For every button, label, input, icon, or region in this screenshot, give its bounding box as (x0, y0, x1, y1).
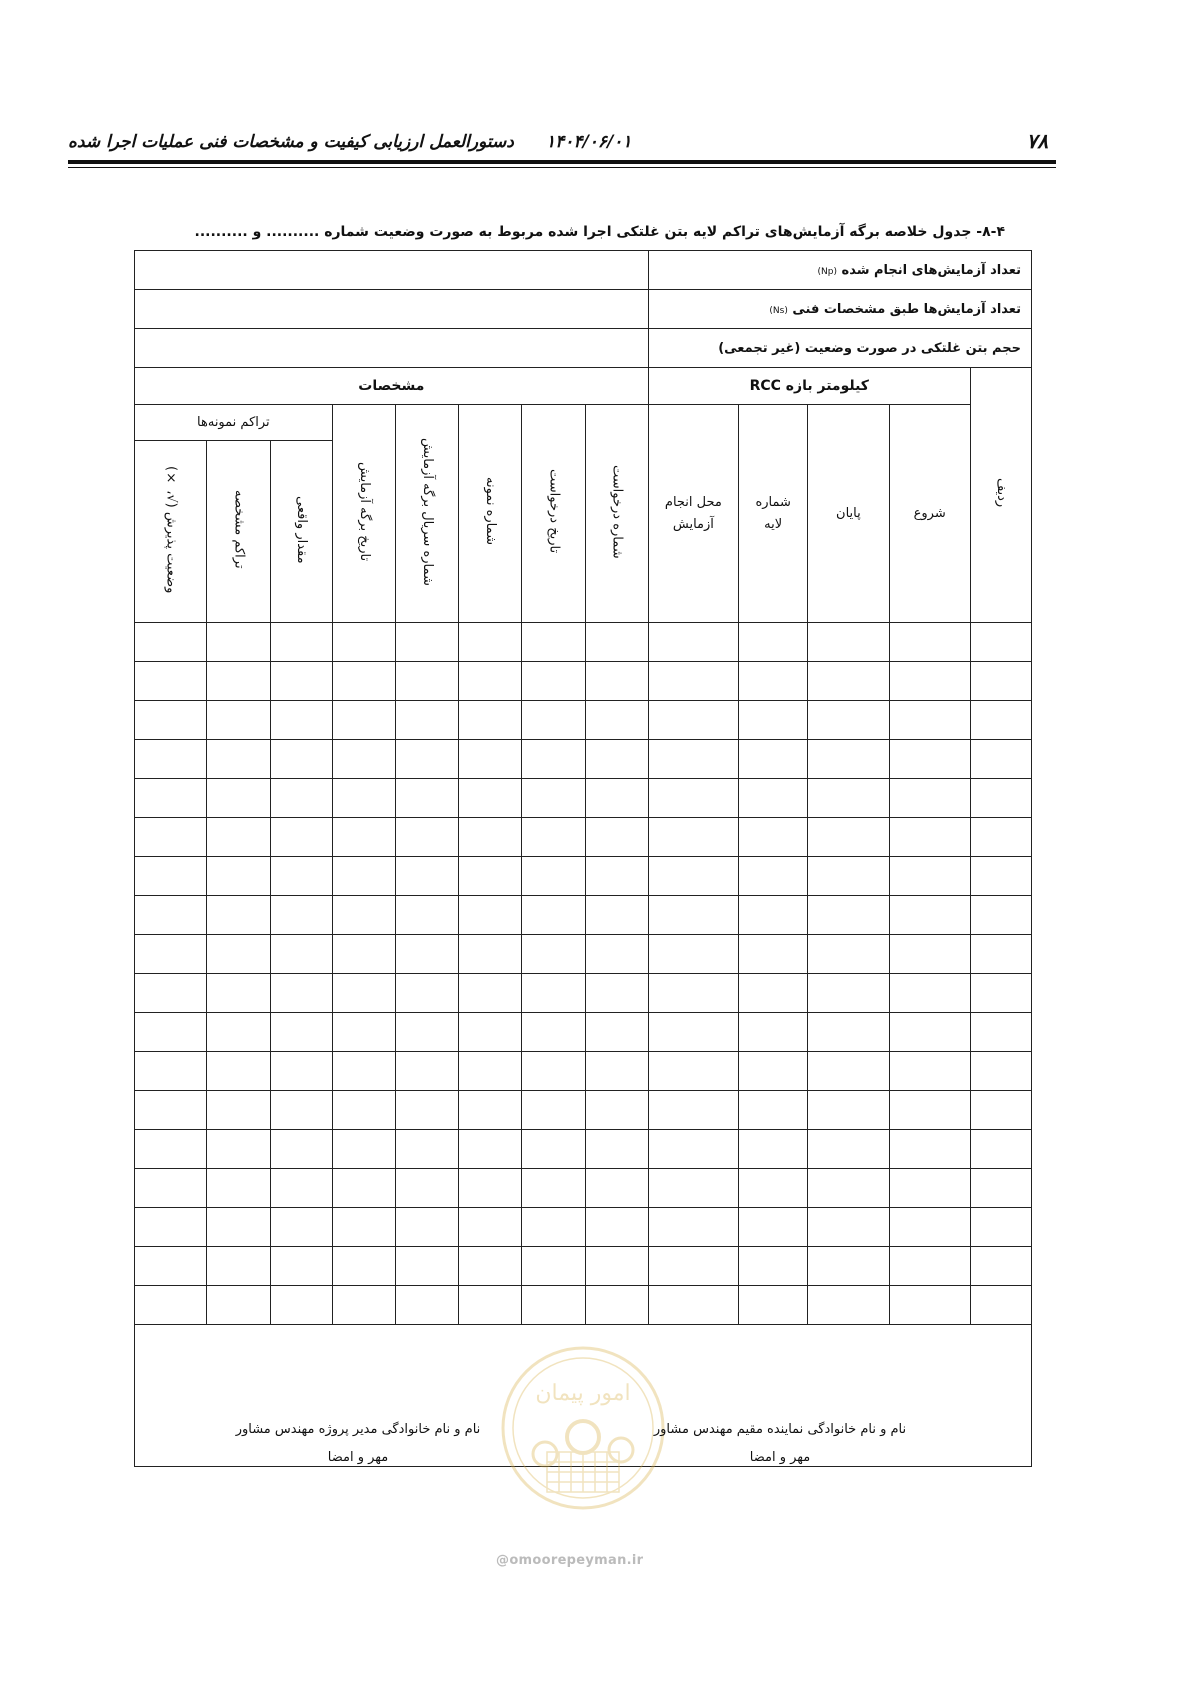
table-cell[interactable] (522, 701, 585, 740)
table-cell[interactable] (970, 779, 1031, 818)
table-cell[interactable] (135, 1091, 207, 1130)
table-cell[interactable] (648, 1130, 738, 1169)
table-row (135, 740, 1032, 779)
table-cell[interactable] (135, 896, 207, 935)
table-cell[interactable] (135, 1286, 207, 1325)
table-cell[interactable] (395, 701, 458, 740)
table-row (135, 701, 1032, 740)
header-rule-thin (68, 167, 1056, 168)
table-cell[interactable] (808, 1169, 889, 1208)
table-cell[interactable] (207, 896, 270, 935)
table-cell[interactable] (739, 974, 808, 1013)
table-cell[interactable] (889, 1169, 970, 1208)
table-cell[interactable] (522, 1052, 585, 1091)
table-cell[interactable] (459, 1286, 522, 1325)
volume-value[interactable] (135, 329, 649, 368)
table-cell[interactable] (459, 1052, 522, 1091)
table-cell[interactable] (207, 935, 270, 974)
col-acceptance: وضعیت پذیرش (√، ×) (135, 441, 207, 623)
table-cell[interactable] (522, 935, 585, 974)
table-cell[interactable] (270, 1169, 332, 1208)
table-cell[interactable] (332, 1130, 395, 1169)
table-cell[interactable] (207, 623, 270, 662)
table-cell[interactable] (459, 1208, 522, 1247)
table-cell[interactable] (207, 1169, 270, 1208)
project-manager-stamp-label: مهر و امضا (327, 1450, 389, 1465)
table-cell[interactable] (522, 896, 585, 935)
table-cell[interactable] (332, 1052, 395, 1091)
table-cell[interactable] (585, 1052, 648, 1091)
at-icon: @ (496, 1553, 510, 1568)
footer-website: @omoorepeyman.ir (496, 1553, 644, 1568)
table-row (135, 896, 1032, 935)
table-cell[interactable] (270, 857, 332, 896)
table-cell[interactable] (808, 1013, 889, 1052)
table-cell[interactable] (808, 1052, 889, 1091)
signature-project-manager (178, 1416, 538, 1472)
table-cell[interactable] (135, 1247, 207, 1286)
table-cell[interactable] (648, 740, 738, 779)
table-cell[interactable] (970, 1169, 1031, 1208)
table-cell[interactable] (522, 818, 585, 857)
table-cell[interactable] (889, 623, 970, 662)
table-cell[interactable] (970, 701, 1031, 740)
table-cell[interactable] (970, 662, 1031, 701)
table-cell[interactable] (459, 974, 522, 1013)
table-cell[interactable] (648, 935, 738, 974)
table-cell[interactable] (739, 896, 808, 935)
table-cell[interactable] (585, 662, 648, 701)
tests-done-label: تعداد آزمایش‌های انجام شده (Np) (648, 251, 1031, 290)
table-cell[interactable] (889, 935, 970, 974)
table-cell[interactable] (459, 1247, 522, 1286)
table-cell[interactable] (739, 779, 808, 818)
table-cell[interactable] (459, 779, 522, 818)
table-cell[interactable] (889, 662, 970, 701)
table-cell[interactable] (970, 1091, 1031, 1130)
table-cell[interactable] (270, 662, 332, 701)
table-cell[interactable] (739, 857, 808, 896)
table-cell[interactable] (585, 701, 648, 740)
table-cell[interactable] (207, 1130, 270, 1169)
table-row (135, 1013, 1032, 1052)
table-cell[interactable] (889, 701, 970, 740)
table-cell[interactable] (270, 896, 332, 935)
table-cell[interactable] (459, 1169, 522, 1208)
table-cell[interactable] (395, 1091, 458, 1130)
page-number: ۷۸ (1026, 129, 1048, 153)
table-cell[interactable] (889, 1013, 970, 1052)
document-date: ۱۴۰۴/۰۶/۰۱ (546, 132, 632, 152)
table-cell[interactable] (135, 857, 207, 896)
table-cell[interactable] (207, 740, 270, 779)
table-cell[interactable] (395, 1247, 458, 1286)
table-cell[interactable] (332, 1013, 395, 1052)
table-cell[interactable] (889, 857, 970, 896)
col-row-no: ردیف (970, 368, 1031, 623)
table-cell[interactable] (648, 1208, 738, 1247)
table-cell[interactable] (739, 1130, 808, 1169)
table-cell[interactable] (135, 701, 207, 740)
table-cell[interactable] (395, 1130, 458, 1169)
table-cell[interactable] (808, 740, 889, 779)
table-cell[interactable] (585, 1286, 648, 1325)
table-cell[interactable] (585, 896, 648, 935)
table-cell[interactable] (585, 623, 648, 662)
table-cell[interactable] (332, 857, 395, 896)
table-cell[interactable] (522, 779, 585, 818)
table-cell[interactable] (585, 935, 648, 974)
table-cell[interactable] (522, 623, 585, 662)
table-cell[interactable] (459, 1130, 522, 1169)
table-cell[interactable] (739, 1052, 808, 1091)
table-cell[interactable] (207, 818, 270, 857)
col-test-sheet-date: تاریخ برگه آزمایش (332, 405, 395, 623)
table-cell[interactable] (395, 1208, 458, 1247)
col-specified-density: تراکم مشخصه (207, 441, 270, 623)
table-cell[interactable] (207, 1013, 270, 1052)
tests-done-value[interactable] (135, 251, 649, 290)
page-header (68, 124, 1056, 154)
table-cell[interactable] (808, 701, 889, 740)
table-cell[interactable] (459, 662, 522, 701)
table-cell[interactable] (207, 779, 270, 818)
table-cell[interactable] (522, 974, 585, 1013)
table-cell[interactable] (585, 974, 648, 1013)
col-layer-no: شماره لایه (739, 405, 808, 623)
table-cell[interactable] (522, 1013, 585, 1052)
table-cell[interactable] (270, 1130, 332, 1169)
table-cell[interactable] (739, 818, 808, 857)
col-test-place: محل انجام آزمایش (648, 405, 738, 623)
table-cell[interactable] (395, 1286, 458, 1325)
table-cell[interactable] (270, 935, 332, 974)
table-cell[interactable] (459, 623, 522, 662)
watermark-text: امور پیمان (535, 1381, 631, 1406)
resident-engineer-stamp-label: مهر و امضا (749, 1450, 811, 1465)
table-cell[interactable] (739, 1169, 808, 1208)
table-cell[interactable] (970, 857, 1031, 896)
table-cell[interactable] (135, 779, 207, 818)
col-sample-no: شماره نمونه (459, 405, 522, 623)
table-row (135, 1052, 1032, 1091)
header-rule-thick (68, 160, 1056, 164)
table-cell[interactable] (332, 1286, 395, 1325)
table-cell[interactable] (808, 818, 889, 857)
table-cell[interactable] (395, 1013, 458, 1052)
table-cell[interactable] (395, 896, 458, 935)
table-cell[interactable] (270, 623, 332, 662)
table-cell[interactable] (522, 1130, 585, 1169)
table-cell[interactable] (808, 1286, 889, 1325)
table-cell[interactable] (395, 1169, 458, 1208)
table-cell[interactable] (648, 818, 738, 857)
table-cell[interactable] (739, 935, 808, 974)
table-cell[interactable] (459, 857, 522, 896)
table-cell[interactable] (270, 974, 332, 1013)
table-cell[interactable] (332, 1247, 395, 1286)
table-cell[interactable] (207, 857, 270, 896)
table-cell[interactable] (459, 1091, 522, 1130)
table-cell[interactable] (889, 1052, 970, 1091)
table-row (135, 779, 1032, 818)
table-cell[interactable] (332, 740, 395, 779)
table-cell[interactable] (135, 935, 207, 974)
table-cell[interactable] (889, 1247, 970, 1286)
table-cell[interactable] (270, 1286, 332, 1325)
table-row (135, 818, 1032, 857)
table-cell[interactable] (970, 974, 1031, 1013)
table-cell[interactable] (808, 623, 889, 662)
summary-row-tests-spec (135, 290, 1032, 329)
table-cell[interactable] (395, 818, 458, 857)
table-row (135, 662, 1032, 701)
table-cell[interactable] (585, 1013, 648, 1052)
summary-row-tests-done (135, 251, 1032, 290)
table-cell[interactable] (522, 1247, 585, 1286)
col-test-serial: شماره سریال برگه آزمایش (395, 405, 458, 623)
table-row (135, 1208, 1032, 1247)
table-cell[interactable] (270, 1091, 332, 1130)
table-cell[interactable] (332, 779, 395, 818)
table-cell[interactable] (889, 1286, 970, 1325)
table-cell[interactable] (585, 1091, 648, 1130)
table-cell[interactable] (648, 701, 738, 740)
table-cell[interactable] (889, 974, 970, 1013)
table-cell[interactable] (395, 623, 458, 662)
table-cell[interactable] (332, 1091, 395, 1130)
table-cell[interactable] (970, 1208, 1031, 1247)
volume-label: حجم بتن غلتکی در صورت وضعیت (غیر تجمعی) (648, 329, 1031, 368)
table-cell[interactable] (135, 1052, 207, 1091)
table-cell[interactable] (522, 1091, 585, 1130)
table-cell[interactable] (395, 662, 458, 701)
table-cell[interactable] (889, 779, 970, 818)
table-cell[interactable] (808, 1091, 889, 1130)
table-cell[interactable] (207, 1052, 270, 1091)
group-km-range: کیلومتر بازه RCC (648, 368, 970, 405)
table-cell[interactable] (270, 701, 332, 740)
table-cell[interactable] (332, 1208, 395, 1247)
table-cell[interactable] (648, 779, 738, 818)
table-cell[interactable] (135, 818, 207, 857)
col-end: پایان (808, 405, 889, 623)
table-cell[interactable] (808, 1208, 889, 1247)
table-cell[interactable] (207, 1091, 270, 1130)
table-row (135, 1091, 1032, 1130)
table-row (135, 1247, 1032, 1286)
table-cell[interactable] (648, 1286, 738, 1325)
table-cell[interactable] (970, 740, 1031, 779)
table-cell[interactable] (739, 1208, 808, 1247)
table-cell[interactable] (395, 935, 458, 974)
project-manager-name-label: نام و نام خانوادگی مدیر پروژه مهندس مشاور (235, 1422, 481, 1437)
table-cell[interactable] (207, 974, 270, 1013)
table-cell[interactable] (585, 1208, 648, 1247)
table-cell[interactable] (395, 1052, 458, 1091)
document-title: دستورالعمل ارزیابی کیفیت و مشخصات فنی عملیات اجرا شده (68, 132, 514, 152)
table-cell[interactable] (808, 857, 889, 896)
table-cell[interactable] (970, 1130, 1031, 1169)
table-cell[interactable] (739, 623, 808, 662)
table-cell[interactable] (739, 701, 808, 740)
table-cell[interactable] (135, 1208, 207, 1247)
table-cell[interactable] (332, 701, 395, 740)
table-cell[interactable] (585, 740, 648, 779)
table-cell[interactable] (808, 779, 889, 818)
table-cell[interactable] (270, 1247, 332, 1286)
table-cell[interactable] (648, 662, 738, 701)
table-cell[interactable] (332, 896, 395, 935)
summary-row-volume (135, 329, 1032, 368)
table-cell[interactable] (522, 1169, 585, 1208)
table-cell[interactable] (585, 1130, 648, 1169)
table-cell[interactable] (395, 740, 458, 779)
table-cell[interactable] (135, 1130, 207, 1169)
table-cell[interactable] (332, 974, 395, 1013)
table-cell[interactable] (135, 623, 207, 662)
table-cell[interactable] (889, 818, 970, 857)
table-cell[interactable] (135, 1013, 207, 1052)
table-cell[interactable] (970, 623, 1031, 662)
table-caption: ۸-۴- جدول خلاصه برگه آزمایش‌های تراکم لایه بتن غلتکی اجرا شده مربوط به صورت وضعیت شماره .......... و .......... (194, 224, 1005, 240)
table-cell[interactable] (648, 1169, 738, 1208)
table-cell[interactable] (207, 1286, 270, 1325)
table-cell[interactable] (808, 896, 889, 935)
table-cell[interactable] (207, 662, 270, 701)
table-cell[interactable] (648, 1052, 738, 1091)
table-cell[interactable] (585, 779, 648, 818)
signature-resident-engineer (600, 1416, 960, 1472)
table-cell[interactable] (648, 1091, 738, 1130)
table-cell[interactable] (739, 1286, 808, 1325)
group-header-row (135, 368, 1032, 405)
table-cell[interactable] (459, 896, 522, 935)
tests-spec-value[interactable] (135, 290, 649, 329)
col-start: شروع (889, 405, 970, 623)
table-cell[interactable] (739, 1013, 808, 1052)
table-cell[interactable] (808, 1247, 889, 1286)
table-cell[interactable] (970, 935, 1031, 974)
table-cell[interactable] (970, 818, 1031, 857)
table-cell[interactable] (648, 1247, 738, 1286)
density-summary-table (134, 250, 1032, 1467)
table-cell[interactable] (889, 1091, 970, 1130)
table-cell[interactable] (585, 1247, 648, 1286)
table-row (135, 1286, 1032, 1325)
table-cell[interactable] (648, 857, 738, 896)
table-cell[interactable] (332, 662, 395, 701)
table-cell[interactable] (522, 662, 585, 701)
resident-engineer-name-label: نام و نام خانوادگی نماینده مقیم مهندس مشاور (653, 1422, 907, 1437)
table-row (135, 623, 1032, 662)
table-cell[interactable] (889, 896, 970, 935)
table-cell[interactable] (889, 1208, 970, 1247)
table-cell[interactable] (585, 818, 648, 857)
table-cell[interactable] (522, 740, 585, 779)
table-cell[interactable] (270, 1208, 332, 1247)
table-cell[interactable] (207, 1208, 270, 1247)
table-row (135, 857, 1032, 896)
table-row (135, 974, 1032, 1013)
table-cell[interactable] (522, 1286, 585, 1325)
table-cell[interactable] (332, 1169, 395, 1208)
table-cell[interactable] (135, 740, 207, 779)
table-cell[interactable] (270, 818, 332, 857)
table-cell[interactable] (135, 1169, 207, 1208)
table-cell[interactable] (585, 1169, 648, 1208)
table-cell[interactable] (808, 935, 889, 974)
table-cell[interactable] (522, 1208, 585, 1247)
table-cell[interactable] (585, 857, 648, 896)
table-cell[interactable] (207, 701, 270, 740)
table-cell[interactable] (332, 623, 395, 662)
group-specs: مشخصات (135, 368, 649, 405)
table-cell[interactable] (332, 935, 395, 974)
table-row (135, 1169, 1032, 1208)
table-cell[interactable] (459, 740, 522, 779)
table-cell[interactable] (270, 1052, 332, 1091)
table-cell[interactable] (970, 1013, 1031, 1052)
tests-spec-label: تعداد آزمایش‌ها طبق مشخصات فنی (Ns) (648, 290, 1031, 329)
group-density-samples: تراکم نمونه‌ها (135, 405, 333, 441)
table-cell[interactable] (135, 662, 207, 701)
table-cell[interactable] (739, 1247, 808, 1286)
table-cell[interactable] (270, 1013, 332, 1052)
table-cell[interactable] (207, 1247, 270, 1286)
table-cell[interactable] (970, 1052, 1031, 1091)
col-request-date: تاریخ درخواست (522, 405, 585, 623)
table-cell[interactable] (970, 1286, 1031, 1325)
table-cell[interactable] (459, 935, 522, 974)
table-cell[interactable] (889, 1130, 970, 1169)
table-cell[interactable] (395, 779, 458, 818)
table-cell[interactable] (135, 974, 207, 1013)
table-cell[interactable] (648, 1013, 738, 1052)
table-cell[interactable] (395, 857, 458, 896)
table-cell[interactable] (739, 662, 808, 701)
table-cell[interactable] (970, 896, 1031, 935)
table-cell[interactable] (648, 974, 738, 1013)
table-cell[interactable] (459, 818, 522, 857)
table-cell[interactable] (459, 1013, 522, 1052)
table-cell[interactable] (808, 662, 889, 701)
table-cell[interactable] (970, 1247, 1031, 1286)
table-cell[interactable] (395, 974, 458, 1013)
table-cell[interactable] (332, 818, 395, 857)
table-row (135, 935, 1032, 974)
subgroup-header-row (135, 405, 1032, 441)
table-cell[interactable] (270, 779, 332, 818)
table-cell[interactable] (808, 1130, 889, 1169)
table-cell[interactable] (739, 1091, 808, 1130)
table-row (135, 1130, 1032, 1169)
table-cell[interactable] (889, 740, 970, 779)
table-cell[interactable] (459, 701, 522, 740)
table-cell[interactable] (270, 740, 332, 779)
table-cell[interactable] (808, 974, 889, 1013)
table-cell[interactable] (648, 896, 738, 935)
col-request-no: شماره درخواست (585, 405, 648, 623)
table-cell[interactable] (739, 740, 808, 779)
table-cell[interactable] (648, 623, 738, 662)
table-cell[interactable] (522, 857, 585, 896)
col-actual-value: مقدار واقعی (270, 441, 332, 623)
